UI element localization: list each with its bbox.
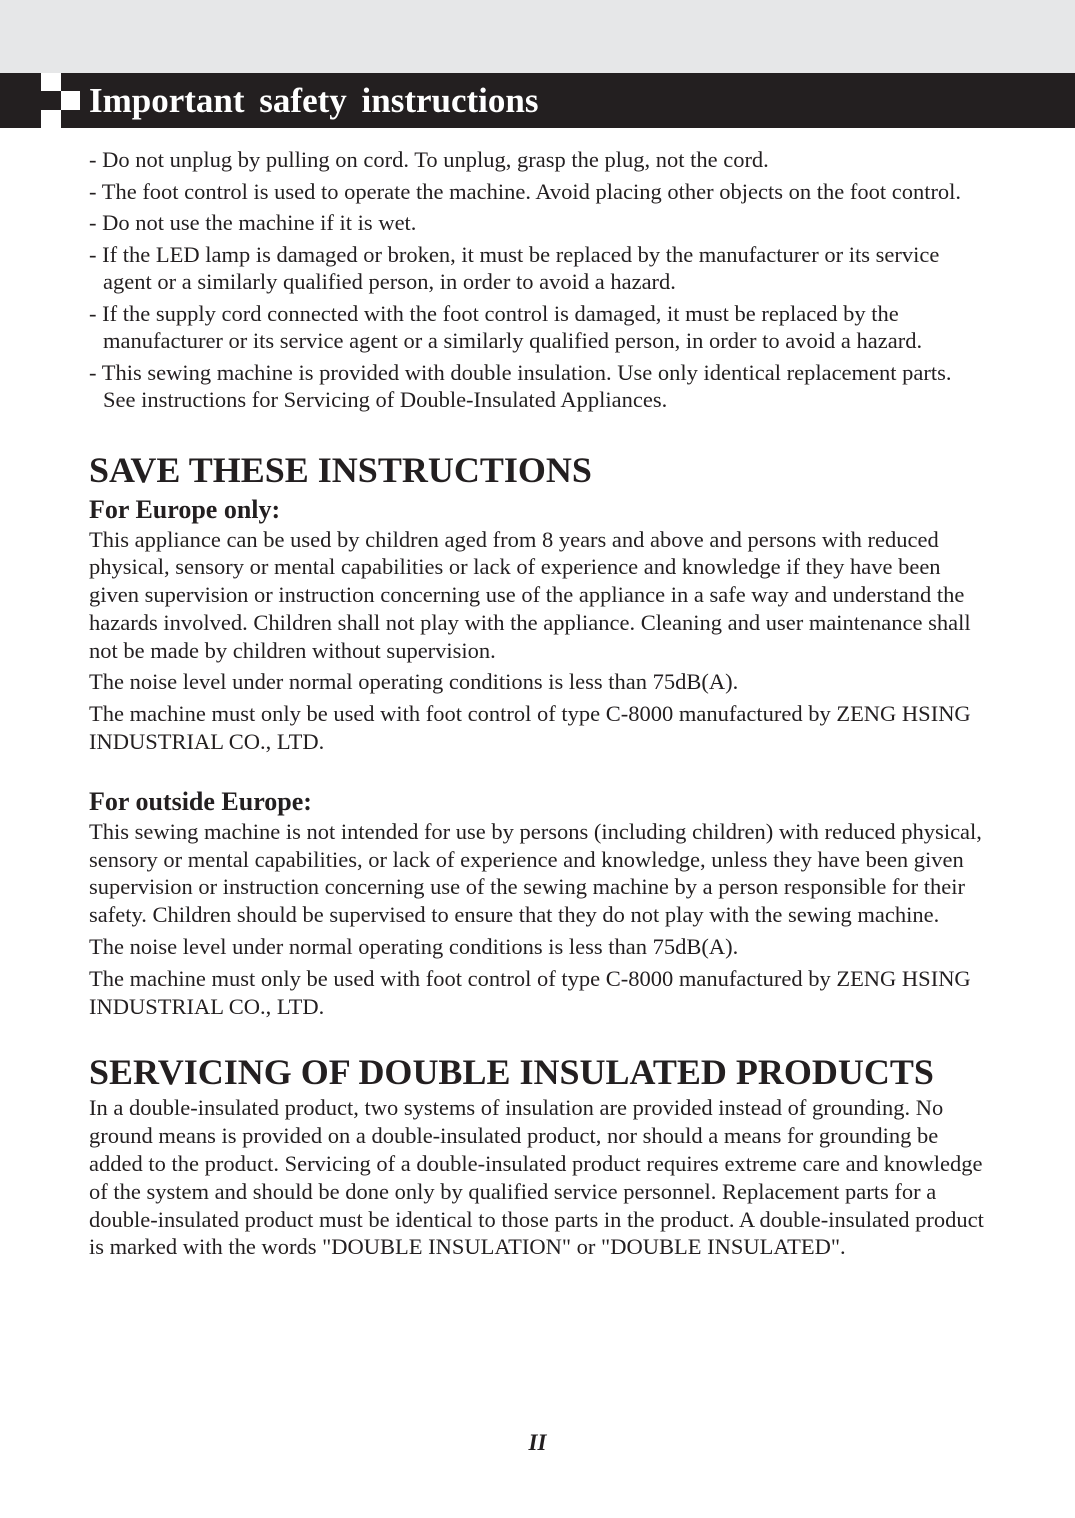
header-squares-decoration (0, 73, 80, 128)
list-item: - The foot control is used to operate the machine. Avoid placing other objects on the foot control. (89, 178, 962, 204)
list-item: - If the supply cord connected with the foot control is damaged, it must be replaced by the manufacturer or its service agent or a similarly qualified person, in order to avoid a hazard. (89, 300, 923, 353)
list-item: - If the LED lamp is damaged or broken, it must be replaced by the manufacturer or its service agent or a similarly qualified person, in order to avoid a hazard. (89, 241, 940, 294)
save-instructions-heading: SAVE THESE INSTRUCTIONS (89, 449, 592, 490)
europe-foot-control-paragraph: The machine must only be used with foot control of type C-8000 manufactured by ZENG HSING INDUSTRIAL CO., LTD. (89, 701, 971, 755)
page-number: II (528, 1430, 547, 1455)
top-margin-band (0, 0, 1075, 73)
outside-europe-paragraph: This sewing machine is not intended for use by persons (including children) with reduced physical, sensory or mental capabilities, or lack of experience and knowledge, unless they have been given supervision or instruction concerning use of the sewing machine by a person responsible for their safety. Children should be supervised to ensure that they do not play with the sewing machine. (89, 818, 982, 928)
outside-europe-heading: For outside Europe: (89, 786, 312, 816)
list-item: - Do not unplug by pulling on cord. To unplug, grasp the plug, not the cord. (89, 147, 769, 172)
europe-paragraph: This appliance can be used by children aged from 8 years and above and persons with reduced physical, sensory or mental capabilities or lack of experience and knowledge if they have been given supervision or instruction concerning use of the appliance in a safe way and understand the hazards involved. Children shall not play with the appliance. Cleaning and user maintenance shall not be made by children without supervision. (89, 526, 971, 663)
document-body (89, 146, 989, 1265)
servicing-paragraph: In a double-insulated product, two systems of insulation are provided instead of grounding. No ground means is provided on a double-insulated product, nor should a means for grounding be added to the product. Servicing of a double-insulated product requires extreme care and knowledge of the system and should be done only by qualified service personnel. Replacement parts for a double-insulated product must be identical to those parts in the product. A double-insulated product is marked with the words "DOUBLE INSULATION" or "DOUBLE INSULATED". (89, 1095, 984, 1260)
servicing-heading: SERVICING OF DOUBLE INSULATED PRODUCTS (89, 1052, 934, 1093)
europe-noise-paragraph: The noise level under normal operating conditions is less than 75dB(A). (89, 669, 739, 695)
europe-heading: For Europe only: (89, 494, 281, 524)
outside-europe-foot-control-paragraph: The machine must only be used with foot control of type C-8000 manufactured by ZENG HSING INDUSTRIAL CO., LTD. (89, 965, 971, 1019)
list-item: - This sewing machine is provided with double insulation. Use only identical replacement parts. See instructions for Servicing of Double-Insulated Appliances. (89, 359, 952, 412)
outside-europe-noise-paragraph: The noise level under normal operating conditions is less than 75dB(A). (89, 934, 739, 960)
list-item: - Do not use the machine if it is wet. (89, 210, 417, 235)
safety-list (89, 146, 989, 414)
page-title: Important safety instructions (89, 81, 539, 120)
